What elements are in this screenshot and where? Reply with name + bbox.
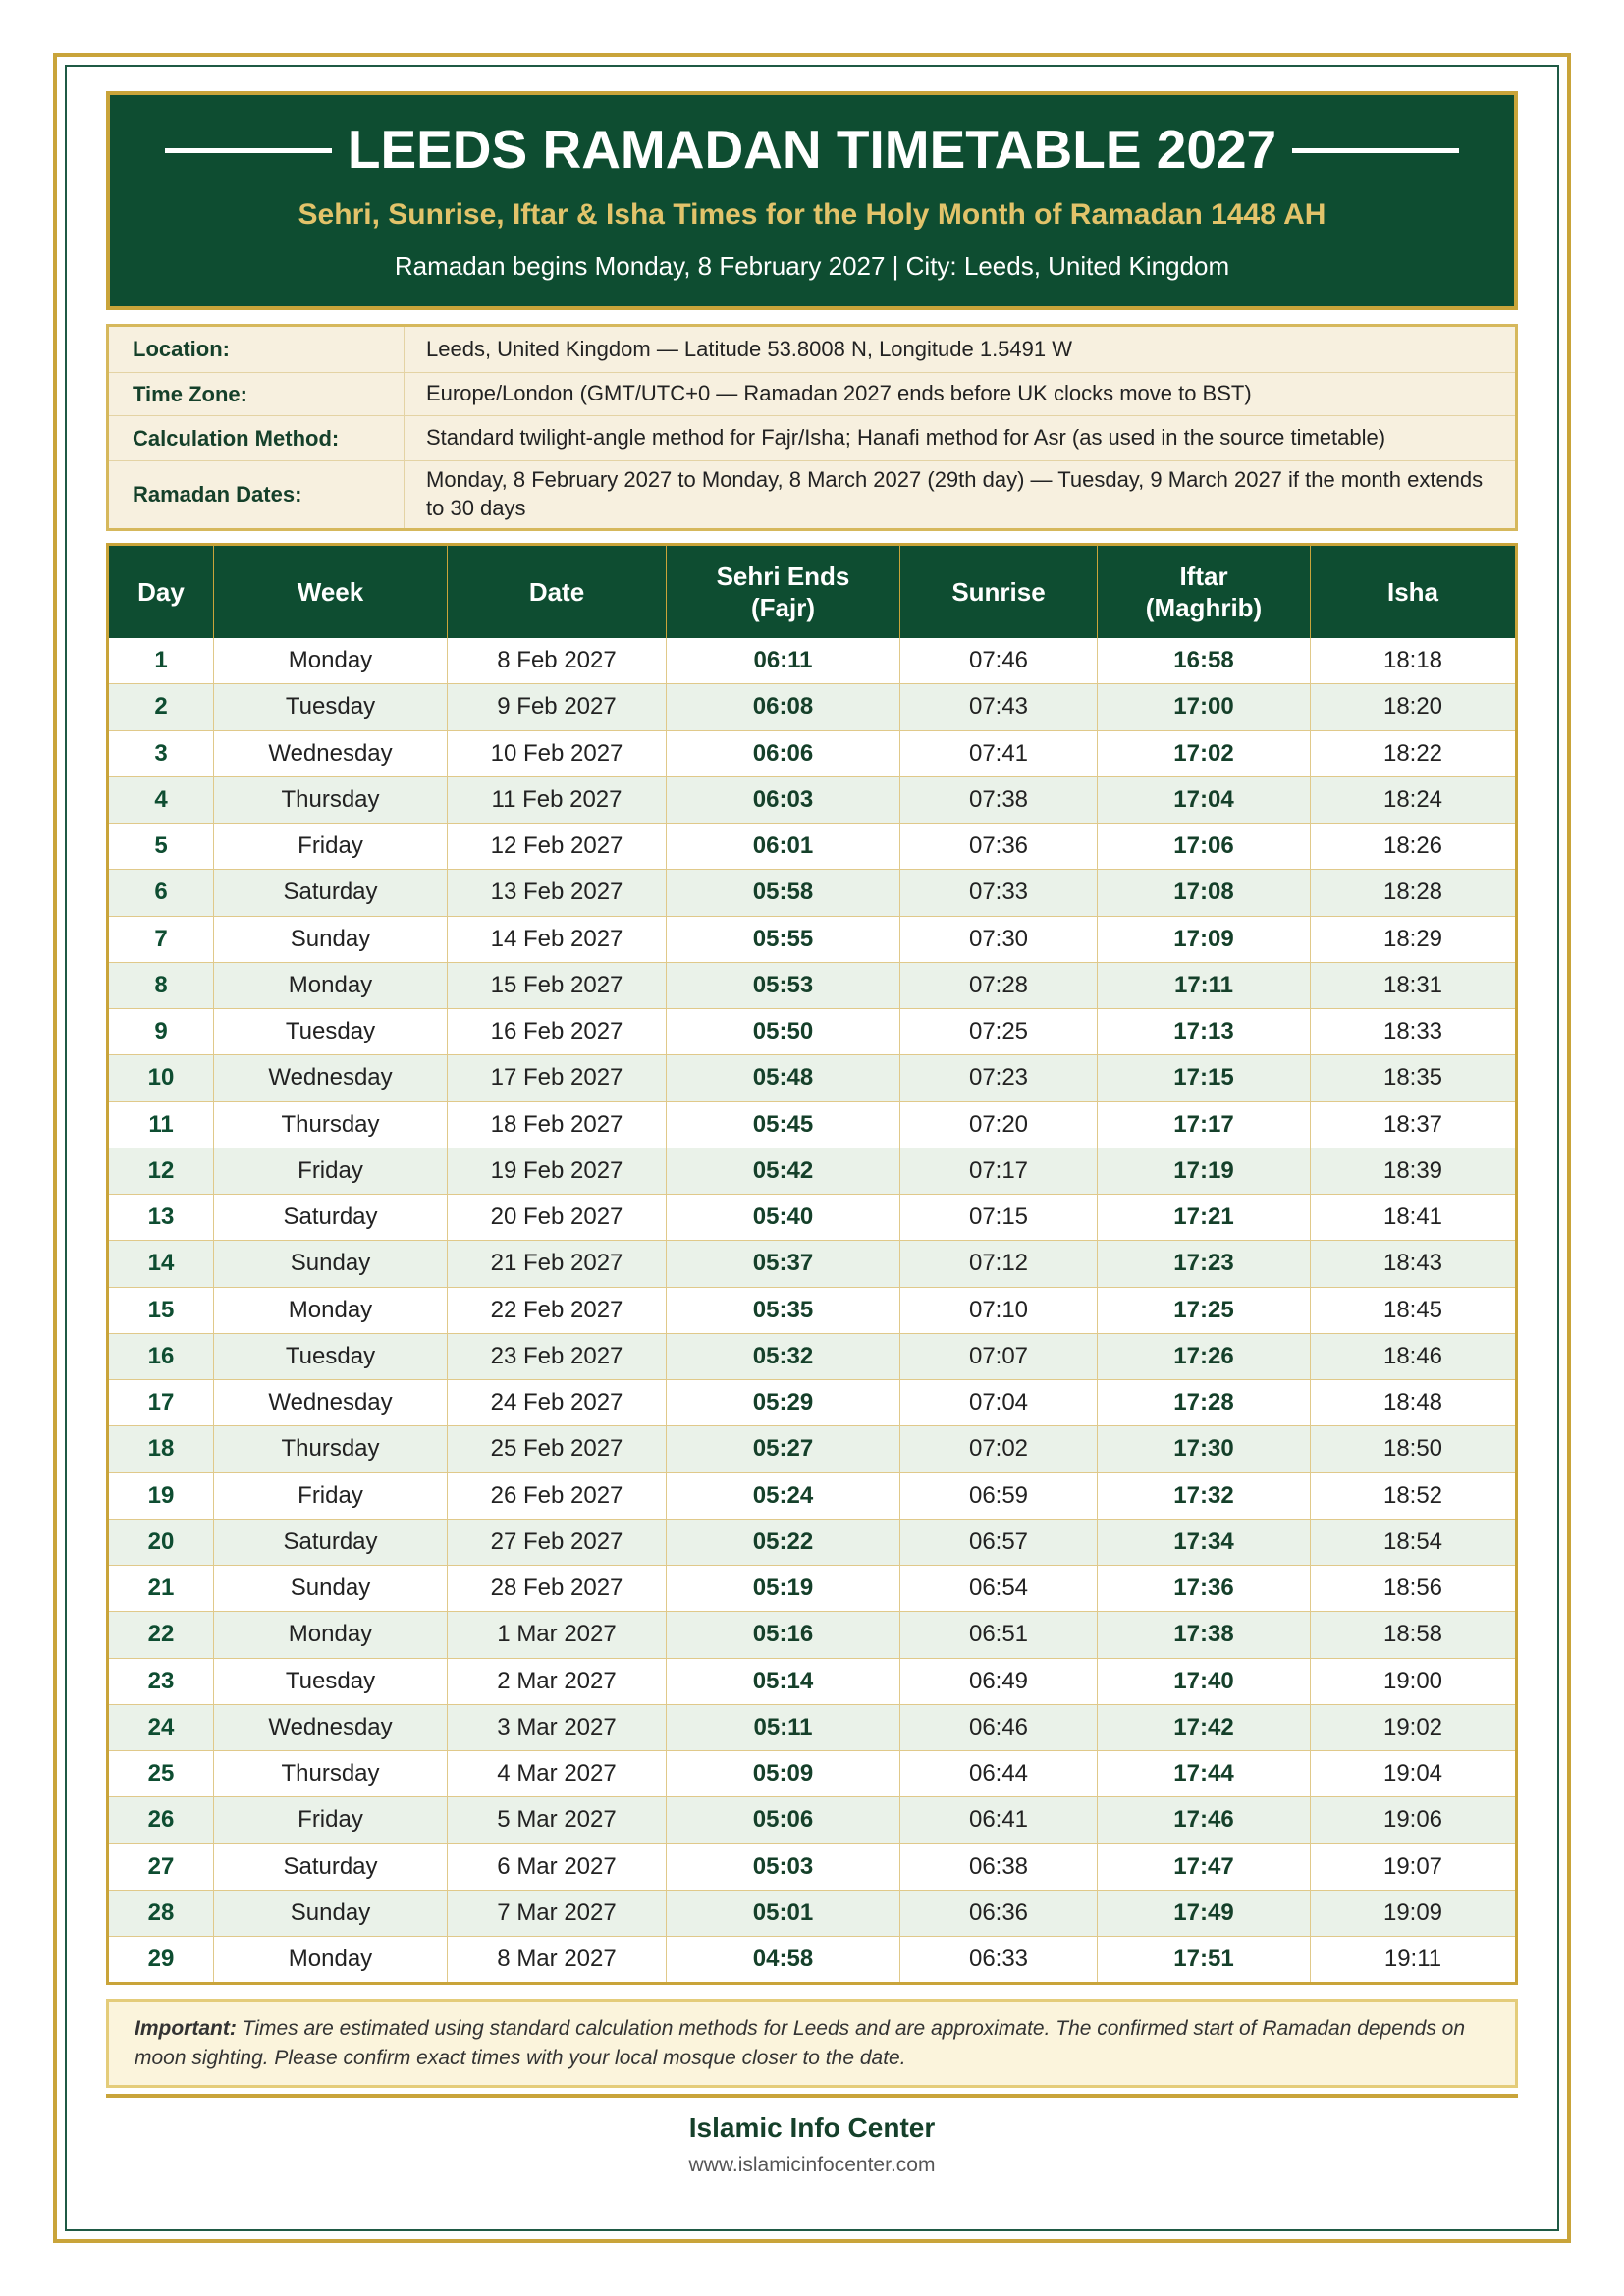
cell-isha: 18:54 — [1311, 1519, 1517, 1565]
cell-sehri: 05:09 — [667, 1751, 900, 1797]
cell-week: Friday — [214, 824, 448, 870]
cell-iftar: 17:09 — [1098, 916, 1311, 962]
cell-date: 8 Mar 2027 — [448, 1937, 667, 1984]
cell-isha: 18:22 — [1311, 730, 1517, 776]
cell-week: Friday — [214, 1472, 448, 1519]
cell-day: 14 — [108, 1241, 214, 1287]
cell-day: 21 — [108, 1566, 214, 1612]
cell-iftar: 17:30 — [1098, 1426, 1311, 1472]
cell-date: 17 Feb 2027 — [448, 1055, 667, 1101]
timetable-body — [108, 638, 1517, 1984]
table-row — [108, 1101, 1517, 1148]
cell-isha: 18:20 — [1311, 684, 1517, 730]
cell-sunrise: 06:49 — [900, 1658, 1098, 1704]
cell-date: 8 Feb 2027 — [448, 638, 667, 684]
cell-isha: 19:04 — [1311, 1751, 1517, 1797]
table-row — [108, 1148, 1517, 1194]
header-iftar — [1098, 545, 1311, 639]
cell-sunrise: 07:12 — [900, 1241, 1098, 1287]
table-row — [108, 1843, 1517, 1890]
cell-date: 22 Feb 2027 — [448, 1287, 667, 1333]
cell-week: Tuesday — [214, 1333, 448, 1379]
cell-sunrise: 07:20 — [900, 1101, 1098, 1148]
cell-date: 19 Feb 2027 — [448, 1148, 667, 1194]
cell-date: 13 Feb 2027 — [448, 870, 667, 916]
cell-iftar: 17:42 — [1098, 1704, 1311, 1750]
cell-sunrise: 07:46 — [900, 638, 1098, 684]
cell-sehri: 05:40 — [667, 1195, 900, 1241]
table-row — [108, 1797, 1517, 1843]
cell-week: Thursday — [214, 1751, 448, 1797]
info-value: Monday, 8 February 2027 to Monday, 8 March 2027 (29th day) — Tuesday, 9 March 2027 if the month extends to 30 days — [426, 467, 1484, 520]
table-row — [108, 1009, 1517, 1055]
cell-sunrise: 07:04 — [900, 1380, 1098, 1426]
cell-isha: 19:00 — [1311, 1658, 1517, 1704]
cell-day: 29 — [108, 1937, 214, 1984]
cell-isha: 18:33 — [1311, 1009, 1517, 1055]
cell-day: 6 — [108, 870, 214, 916]
cell-date: 3 Mar 2027 — [448, 1704, 667, 1750]
cell-isha: 18:37 — [1311, 1101, 1517, 1148]
cell-sunrise: 07:41 — [900, 730, 1098, 776]
info-value: Leeds, United Kingdom — Latitude 53.8008 N, Longitude 1.5491 W — [405, 326, 1517, 373]
table-row — [108, 776, 1517, 823]
table-row — [108, 1612, 1517, 1658]
cell-iftar: 17:19 — [1098, 1148, 1311, 1194]
cell-week: Monday — [214, 962, 448, 1008]
timetable-header-row — [108, 545, 1517, 639]
cell-sehri: 05:58 — [667, 870, 900, 916]
cell-date: 11 Feb 2027 — [448, 776, 667, 823]
cell-sehri: 05:32 — [667, 1333, 900, 1379]
info-value: Europe/London (GMT/UTC+0 — Ramadan 2027 ends before UK clocks move to BST) — [405, 372, 1517, 416]
table-row — [108, 684, 1517, 730]
cell-isha: 18:58 — [1311, 1612, 1517, 1658]
cell-isha: 18:48 — [1311, 1380, 1517, 1426]
cell-iftar: 17:34 — [1098, 1519, 1311, 1565]
cell-iftar: 17:51 — [1098, 1937, 1311, 1984]
table-row — [108, 1055, 1517, 1101]
cell-isha: 19:02 — [1311, 1704, 1517, 1750]
footer-url: www.islamicinfocenter.com — [688, 2154, 936, 2176]
cell-week: Friday — [214, 1148, 448, 1194]
cell-sehri: 05:37 — [667, 1241, 900, 1287]
cell-week: Wednesday — [214, 1380, 448, 1426]
cell-day: 9 — [108, 1009, 214, 1055]
cell-sunrise: 06:33 — [900, 1937, 1098, 1984]
cell-iftar: 17:46 — [1098, 1797, 1311, 1843]
cell-sunrise: 06:44 — [900, 1751, 1098, 1797]
cell-iftar: 17:06 — [1098, 824, 1311, 870]
table-row — [108, 730, 1517, 776]
cell-sehri: 06:03 — [667, 776, 900, 823]
cell-week: Monday — [214, 638, 448, 684]
info-label: Location: — [108, 326, 405, 373]
cell-isha: 18:18 — [1311, 638, 1517, 684]
cell-date: 1 Mar 2027 — [448, 1612, 667, 1658]
cell-sunrise: 07:38 — [900, 776, 1098, 823]
cell-iftar: 17:00 — [1098, 684, 1311, 730]
cell-sunrise: 06:46 — [900, 1704, 1098, 1750]
cell-day: 25 — [108, 1751, 214, 1797]
cell-day: 7 — [108, 916, 214, 962]
info-row-dates — [108, 460, 1517, 529]
cell-iftar: 17:26 — [1098, 1333, 1311, 1379]
cell-sunrise: 07:43 — [900, 684, 1098, 730]
cell-date: 23 Feb 2027 — [448, 1333, 667, 1379]
cell-week: Saturday — [214, 1195, 448, 1241]
table-row — [108, 824, 1517, 870]
info-table — [106, 324, 1518, 531]
cell-sehri: 05:24 — [667, 1472, 900, 1519]
cell-sunrise: 07:02 — [900, 1426, 1098, 1472]
cell-sunrise: 07:25 — [900, 1009, 1098, 1055]
page-tagline: Ramadan begins Monday, 8 February 2027 | City: Leeds, United Kingdom — [394, 251, 1230, 281]
title-rule-left — [165, 148, 332, 153]
note-text: Times are estimated using standard calculation methods for Leeds and are approximate. The confirmed start of Ramadan depends on moon sighting. Please confirm exact times with your local mosque closer to the date. — [135, 2017, 1466, 2070]
cell-isha: 18:46 — [1311, 1333, 1517, 1379]
info-row-timezone — [108, 372, 1517, 416]
cell-isha: 18:39 — [1311, 1148, 1517, 1194]
cell-sehri: 05:48 — [667, 1055, 900, 1101]
cell-iftar: 17:13 — [1098, 1009, 1311, 1055]
cell-week: Tuesday — [214, 1658, 448, 1704]
info-row-method — [108, 416, 1517, 461]
cell-iftar: 17:49 — [1098, 1890, 1311, 1936]
cell-day: 12 — [108, 1148, 214, 1194]
cell-week: Saturday — [214, 870, 448, 916]
cell-date: 2 Mar 2027 — [448, 1658, 667, 1704]
header-banner — [106, 91, 1518, 310]
cell-date: 27 Feb 2027 — [448, 1519, 667, 1565]
cell-week: Saturday — [214, 1843, 448, 1890]
cell-sunrise: 07:30 — [900, 916, 1098, 962]
cell-date: 25 Feb 2027 — [448, 1426, 667, 1472]
cell-isha: 18:28 — [1311, 870, 1517, 916]
cell-date: 4 Mar 2027 — [448, 1751, 667, 1797]
cell-iftar: 17:15 — [1098, 1055, 1311, 1101]
cell-iftar: 17:32 — [1098, 1472, 1311, 1519]
cell-isha: 19:06 — [1311, 1797, 1517, 1843]
cell-isha: 18:24 — [1311, 776, 1517, 823]
cell-date: 14 Feb 2027 — [448, 916, 667, 962]
cell-day: 18 — [108, 1426, 214, 1472]
cell-day: 11 — [108, 1101, 214, 1148]
cell-day: 2 — [108, 684, 214, 730]
table-row — [108, 1566, 1517, 1612]
cell-iftar: 17:23 — [1098, 1241, 1311, 1287]
cell-date: 12 Feb 2027 — [448, 824, 667, 870]
cell-week: Wednesday — [214, 730, 448, 776]
cell-week: Wednesday — [214, 1704, 448, 1750]
cell-isha: 18:29 — [1311, 916, 1517, 962]
cell-sehri: 05:55 — [667, 916, 900, 962]
cell-iftar: 16:58 — [1098, 638, 1311, 684]
cell-day: 28 — [108, 1890, 214, 1936]
cell-date: 9 Feb 2027 — [448, 684, 667, 730]
cell-week: Sunday — [214, 1890, 448, 1936]
important-note — [106, 1999, 1518, 2088]
cell-iftar: 17:21 — [1098, 1195, 1311, 1241]
header-day: Day — [108, 545, 214, 639]
cell-sehri: 06:08 — [667, 684, 900, 730]
table-row — [108, 916, 1517, 962]
cell-week: Thursday — [214, 1426, 448, 1472]
table-row — [108, 1241, 1517, 1287]
table-row — [108, 1658, 1517, 1704]
cell-isha: 18:43 — [1311, 1241, 1517, 1287]
cell-sehri: 05:50 — [667, 1009, 900, 1055]
cell-week: Thursday — [214, 1101, 448, 1148]
cell-isha: 18:45 — [1311, 1287, 1517, 1333]
cell-isha: 19:11 — [1311, 1937, 1517, 1984]
cell-week: Saturday — [214, 1519, 448, 1565]
cell-date: 7 Mar 2027 — [448, 1890, 667, 1936]
cell-iftar: 17:40 — [1098, 1658, 1311, 1704]
cell-sunrise: 06:59 — [900, 1472, 1098, 1519]
cell-week: Friday — [214, 1797, 448, 1843]
cell-day: 16 — [108, 1333, 214, 1379]
table-row — [108, 870, 1517, 916]
cell-date: 6 Mar 2027 — [448, 1843, 667, 1890]
cell-sehri: 05:11 — [667, 1704, 900, 1750]
cell-day: 8 — [108, 962, 214, 1008]
cell-sehri: 05:06 — [667, 1797, 900, 1843]
table-row — [108, 1380, 1517, 1426]
cell-isha: 18:50 — [1311, 1426, 1517, 1472]
cell-sunrise: 06:51 — [900, 1612, 1098, 1658]
cell-sunrise: 06:54 — [900, 1566, 1098, 1612]
cell-sehri: 05:45 — [667, 1101, 900, 1148]
cell-sehri: 05:35 — [667, 1287, 900, 1333]
header-week: Week — [214, 545, 448, 639]
cell-sehri: 05:14 — [667, 1658, 900, 1704]
cell-date: 18 Feb 2027 — [448, 1101, 667, 1148]
cell-week: Wednesday — [214, 1055, 448, 1101]
cell-day: 24 — [108, 1704, 214, 1750]
cell-day: 27 — [108, 1843, 214, 1890]
cell-week: Sunday — [214, 916, 448, 962]
cell-iftar: 17:44 — [1098, 1751, 1311, 1797]
cell-day: 23 — [108, 1658, 214, 1704]
cell-week: Sunday — [214, 1566, 448, 1612]
info-label: Time Zone: — [108, 372, 405, 416]
header-iftar-line1: Iftar — [1179, 561, 1228, 591]
cell-week: Monday — [214, 1612, 448, 1658]
cell-isha: 19:07 — [1311, 1843, 1517, 1890]
table-row — [108, 1333, 1517, 1379]
info-value: Standard twilight-angle method for Fajr/Isha; Hanafi method for Asr (as used in the source timetable) — [405, 416, 1517, 461]
table-row — [108, 1287, 1517, 1333]
timetable — [106, 543, 1518, 1985]
cell-sehri: 05:16 — [667, 1612, 900, 1658]
cell-day: 3 — [108, 730, 214, 776]
table-row — [108, 638, 1517, 684]
cell-date: 15 Feb 2027 — [448, 962, 667, 1008]
note-label: Important: — [135, 2017, 237, 2040]
cell-week: Thursday — [214, 776, 448, 823]
footer-brand: Islamic Info Center — [688, 2112, 936, 2143]
cell-sehri: 05:19 — [667, 1566, 900, 1612]
cell-day: 13 — [108, 1195, 214, 1241]
cell-isha: 19:09 — [1311, 1890, 1517, 1936]
cell-day: 10 — [108, 1055, 214, 1101]
table-row — [108, 1519, 1517, 1565]
cell-iftar: 17:04 — [1098, 776, 1311, 823]
cell-isha: 18:56 — [1311, 1566, 1517, 1612]
cell-sunrise: 07:07 — [900, 1333, 1098, 1379]
cell-sehri: 05:01 — [667, 1890, 900, 1936]
cell-week: Sunday — [214, 1241, 448, 1287]
cell-sehri: 06:06 — [667, 730, 900, 776]
cell-isha: 18:52 — [1311, 1472, 1517, 1519]
cell-date: 28 Feb 2027 — [448, 1566, 667, 1612]
cell-sunrise: 07:15 — [900, 1195, 1098, 1241]
info-label: Calculation Method: — [108, 416, 405, 461]
cell-day: 15 — [108, 1287, 214, 1333]
cell-sehri: 05:29 — [667, 1380, 900, 1426]
header-sehri-line1: Sehri Ends — [716, 561, 850, 591]
cell-week: Monday — [214, 1287, 448, 1333]
cell-date: 16 Feb 2027 — [448, 1009, 667, 1055]
info-row-location — [108, 326, 1517, 373]
cell-isha: 18:26 — [1311, 824, 1517, 870]
cell-isha: 18:31 — [1311, 962, 1517, 1008]
cell-isha: 18:41 — [1311, 1195, 1517, 1241]
cell-sunrise: 07:17 — [900, 1148, 1098, 1194]
cell-day: 20 — [108, 1519, 214, 1565]
cell-sehri: 05:27 — [667, 1426, 900, 1472]
cell-sunrise: 07:23 — [900, 1055, 1098, 1101]
cell-iftar: 17:36 — [1098, 1566, 1311, 1612]
cell-iftar: 17:28 — [1098, 1380, 1311, 1426]
table-row — [108, 1426, 1517, 1472]
cell-sunrise: 07:10 — [900, 1287, 1098, 1333]
cell-sehri: 05:53 — [667, 962, 900, 1008]
cell-sehri: 05:42 — [667, 1148, 900, 1194]
cell-sunrise: 06:36 — [900, 1890, 1098, 1936]
table-row — [108, 1937, 1517, 1984]
cell-sehri: 06:11 — [667, 638, 900, 684]
cell-week: Monday — [214, 1937, 448, 1984]
cell-sunrise: 07:28 — [900, 962, 1098, 1008]
cell-date: 20 Feb 2027 — [448, 1195, 667, 1241]
cell-sehri: 05:22 — [667, 1519, 900, 1565]
cell-week: Tuesday — [214, 1009, 448, 1055]
cell-iftar: 17:38 — [1098, 1612, 1311, 1658]
table-row — [108, 1472, 1517, 1519]
cell-isha: 18:35 — [1311, 1055, 1517, 1101]
title-text: LEEDS RAMADAN TIMETABLE 2027 — [347, 119, 1277, 180]
cell-sehri: 06:01 — [667, 824, 900, 870]
cell-week: Tuesday — [214, 684, 448, 730]
cell-iftar: 17:11 — [1098, 962, 1311, 1008]
cell-iftar: 17:25 — [1098, 1287, 1311, 1333]
page-subtitle: Sehri, Sunrise, Iftar & Isha Times for the Holy Month of Ramadan 1448 AH — [298, 198, 1326, 231]
cell-sunrise: 07:33 — [900, 870, 1098, 916]
cell-sunrise: 06:57 — [900, 1519, 1098, 1565]
table-row — [108, 1195, 1517, 1241]
cell-day: 19 — [108, 1472, 214, 1519]
header-sunrise: Sunrise — [900, 545, 1098, 639]
cell-sunrise: 06:41 — [900, 1797, 1098, 1843]
cell-sunrise: 07:36 — [900, 824, 1098, 870]
table-row — [108, 1751, 1517, 1797]
cell-sehri: 04:58 — [667, 1937, 900, 1984]
cell-day: 1 — [108, 638, 214, 684]
footer-divider — [106, 2094, 1518, 2098]
cell-day: 4 — [108, 776, 214, 823]
cell-sunrise: 06:38 — [900, 1843, 1098, 1890]
header-isha: Isha — [1311, 545, 1517, 639]
cell-iftar: 17:17 — [1098, 1101, 1311, 1148]
cell-iftar: 17:08 — [1098, 870, 1311, 916]
cell-day: 22 — [108, 1612, 214, 1658]
cell-sehri: 05:03 — [667, 1843, 900, 1890]
title-rule-right — [1292, 148, 1459, 153]
header-sehri-line2: (Fajr) — [751, 593, 815, 622]
header-date: Date — [448, 545, 667, 639]
cell-day: 17 — [108, 1380, 214, 1426]
cell-date: 10 Feb 2027 — [448, 730, 667, 776]
cell-date: 5 Mar 2027 — [448, 1797, 667, 1843]
table-row — [108, 1890, 1517, 1936]
cell-date: 26 Feb 2027 — [448, 1472, 667, 1519]
header-iftar-line2: (Maghrib) — [1145, 593, 1263, 622]
page-title — [110, 119, 1514, 180]
cell-date: 21 Feb 2027 — [448, 1241, 667, 1287]
cell-date: 24 Feb 2027 — [448, 1380, 667, 1426]
table-row — [108, 962, 1517, 1008]
info-label: Ramadan Dates: — [108, 460, 405, 529]
cell-day: 26 — [108, 1797, 214, 1843]
header-sehri — [667, 545, 900, 639]
cell-iftar: 17:02 — [1098, 730, 1311, 776]
table-row — [108, 1704, 1517, 1750]
cell-iftar: 17:47 — [1098, 1843, 1311, 1890]
cell-day: 5 — [108, 824, 214, 870]
